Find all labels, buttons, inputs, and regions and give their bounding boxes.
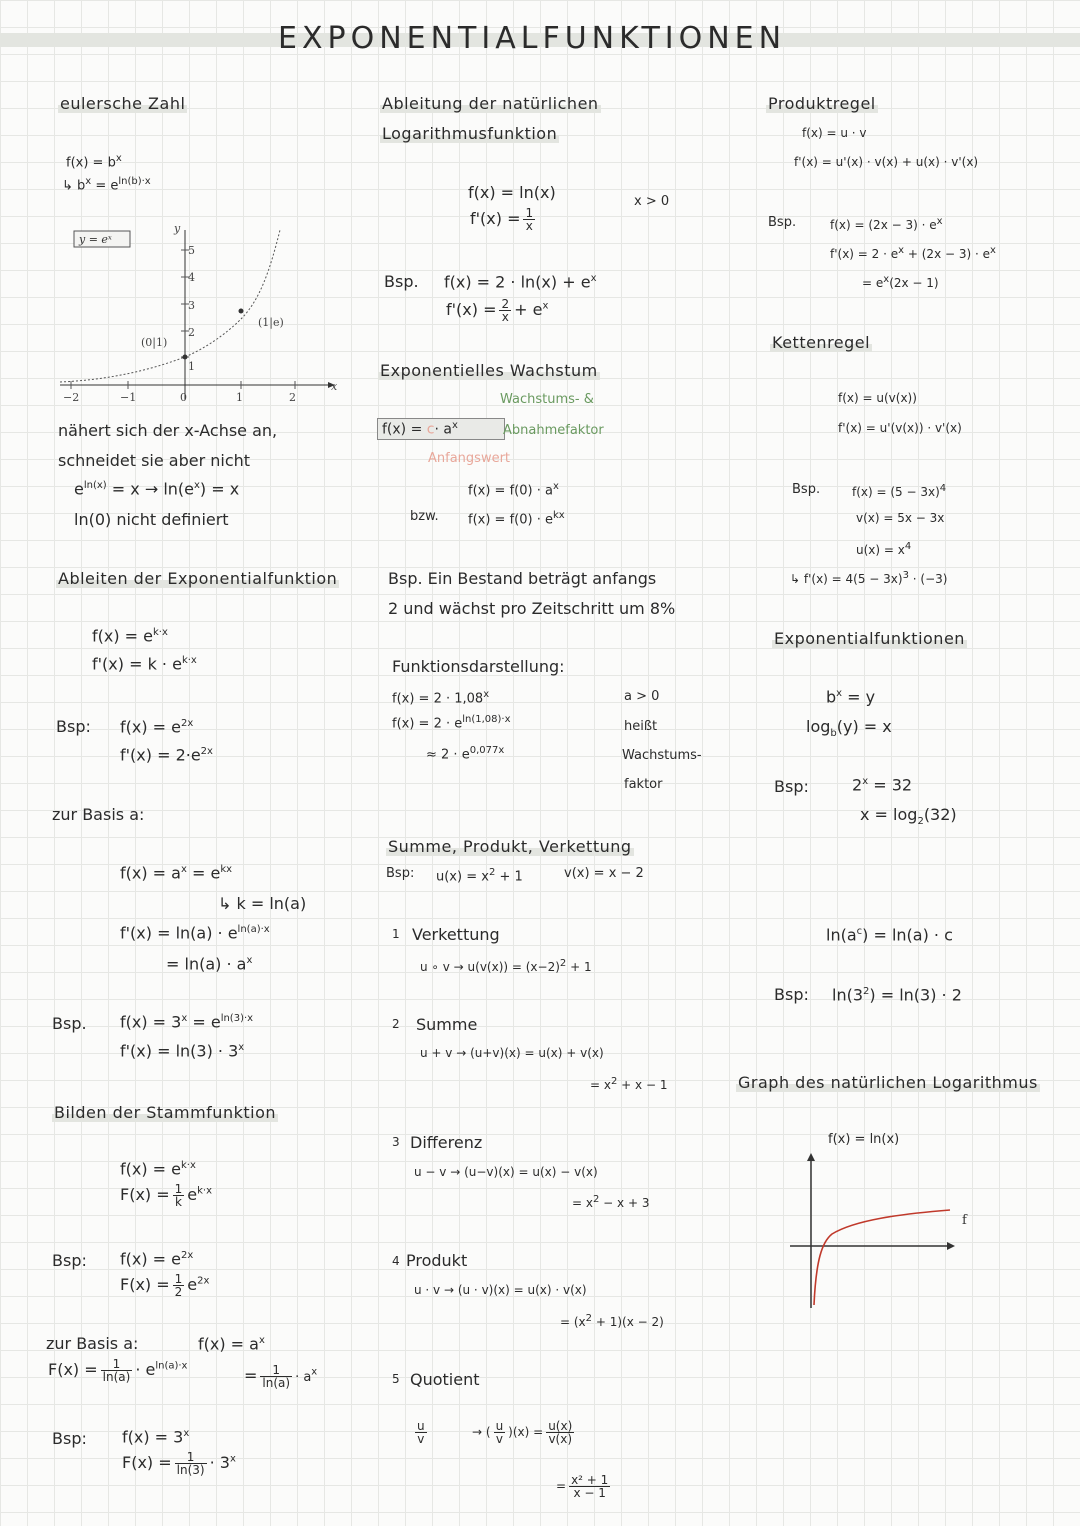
y-axis-label: y [174,222,181,235]
differenz-line: u − v → (u−v)(x) = u(x) − v(x) [414,1165,598,1179]
ln-rule: $\ln(a^c) = \ln(a) \cdot c$ [826,925,953,945]
kettenregel-f: f(x) = u(v(x)) [838,391,917,405]
stamm-a-F2: = $\frac{1}{\ln(a)}$ · $a^x$ [244,1363,318,1390]
stamm-a-F: F(x) = $\frac{1}{\ln(a)}$ · $e^{ln(a)\cdot x}$ [48,1357,188,1384]
heading-verknuepfung: Summe, Produkt, Verkettung [388,837,632,856]
label-abnahmefaktor: Abnahmefaktor [503,423,604,438]
abl-bsp-f: $f(x) = e^{2x}$ [120,717,194,737]
side-a-gt-0: a > 0 [624,689,660,704]
verkettung-line: u ∘ $v \to u(v(x)) = (x-2)^2 + 1$ [420,958,592,974]
stamm-bsp-F: F(x) = $\frac{1}{2}$ $e^{2x}$ [120,1272,210,1299]
ln-fp: f'(x) = $\frac{1}{x}$ [470,206,534,233]
ln-graph [770,1150,990,1310]
euler-note-1: nähert sich der x-Achse an, [58,421,278,440]
kettenregel-bsp-label: Bsp. [792,482,821,497]
produktregel-bsp-res: = $e^x(2x - 1)$ [862,274,939,290]
exp-bxy: $b^x = y$ [826,687,876,707]
abl-basis-label: zur Basis a: [52,805,145,824]
abl-a-f: $f(x) = a^x = e^{kx}$ [120,863,233,883]
graph-label: y = eˣ [79,233,112,246]
bsp-f3: ≈ $2 \cdot e^{0,077x}$ [426,745,505,763]
y-tick-4: 4 [188,271,195,284]
differenz-result: = $x^2 - x + 3$ [572,1194,650,1210]
bsp-bestand-1: Bsp. Ein Bestand beträgt anfangs [388,569,657,588]
num-4: 4 [392,1254,400,1268]
kettenregel-bsp-fp: ↳ $f'(x) = 4(5 - 3x)^3 \cdot (-3)$ [790,570,948,586]
page-title: EXPONENTIALFUNKTIONEN [278,21,787,56]
stamm-b2-F: F(x) = $\frac{1}{\ln(3)}$ · $3^x$ [122,1450,236,1477]
heading-ableiten: Ableiten der Exponentialfunktion [58,569,338,588]
euler-function: $f(x) = b^x$ [66,153,122,171]
quotient-line: → ( $\frac{u}{v}$ )(x) = $\frac{u(x)}{v(x)}$ [472,1419,573,1446]
stamm-a-f: $f(x) = a^x$ [198,1334,265,1354]
num-1: 1 [392,927,400,941]
euler-conversion: ↳ $b^x = e^{ln(b)\cdot x}$ [62,176,151,194]
heading-produkt: Produkt [406,1251,468,1270]
x-tick-m1: −1 [120,391,137,404]
heading-exponentialfunktionen: Exponentialfunktionen [774,629,965,648]
heading-eulersche-zahl: eulersche Zahl [60,94,186,113]
num-5: 5 [392,1372,400,1386]
stamm-basis-label: zur Basis a: [46,1334,139,1353]
kettenregel-bsp-f: $f(x) = (5 - 3x)^4$ [852,483,947,499]
bsp-bestand-2: 2 und wächst pro Zeitschritt um 8% [388,599,676,618]
verk-bsp-label: Bsp: [386,866,415,881]
wachstum-f1: $f(x) = f(0) \cdot a^x$ [468,481,559,499]
num-3: 3 [392,1135,400,1149]
stamm-F: F(x) = $\frac{1}{k}$ $e^{k\cdot x}$ [120,1182,213,1209]
ln-condition: x > 0 [634,194,670,209]
kettenregel-bsp-v: v(x) = 5x − 3x [856,511,945,525]
exp-bsp-1: $2^x = 32$ [852,775,913,795]
heading-verkettung: Verkettung [412,925,500,944]
abl-a-fp2: = $\ln(a) \cdot a^x$ [166,954,253,974]
verk-v: v(x) = x − 2 [564,866,644,881]
label-wachstumsfaktor: Wachstums- & [500,392,594,407]
exp-log: $\log_b(y) = x$ [806,717,892,740]
wachstum-formula-box: $f(x) = c\cdot a^x$ [377,418,505,440]
heading-ableitung-ln-2: Logarithmusfunktion [382,124,558,143]
produktregel-bsp-fp: $f'(x) = 2 \cdot e^x + (2x - 3) \cdot e^x$ [830,245,996,261]
produktregel-bsp-label: Bsp. [768,215,797,230]
heading-quotient: Quotient [410,1370,480,1389]
ln-curve [814,1210,950,1305]
stamm-b2-f: $f(x) = 3^x$ [122,1427,190,1447]
heading-produktregel: Produktregel [768,94,876,113]
exp-bsp-label: Bsp: [774,777,809,796]
ln-rule-bsp-label: Bsp: [774,985,809,1004]
produkt-line: u · v → (u · v)(x) = u(x) · v(x) [414,1283,587,1297]
quotient-uv: $\frac{u}{v}$ [417,1419,425,1446]
kettenregel-bsp-u: $u(x) = x^4$ [856,541,912,557]
abl-a-k: ↳ k = ln(a) [218,894,307,913]
ln-rule-bsp: $\ln(3^2) = \ln(3) \cdot 2$ [832,985,962,1005]
produkt-result: = $(x^2 + 1)(x - 2)$ [560,1313,664,1329]
quotient-result: = $\frac{\text{x² + 1}}{x - 1}$ [556,1473,609,1500]
euler-note-3: $e^{ln(x)} = x \to \ln(e^x) = x$ [74,479,240,499]
y-tick-5: 5 [188,244,195,257]
summe-result: = $x^2 + x - 1$ [590,1076,668,1092]
stamm-f: $f(x) = e^{k\cdot x}$ [120,1159,196,1179]
abl-bsp-label: Bsp: [56,717,91,736]
bsp-f2: $f(x) = 2 \cdot e^{ln(1,08)\cdot x}$ [392,714,511,732]
funktionsdarstellung-label: Funktionsdarstellung: [392,657,565,676]
heading-wachstum: Exponentielles Wachstum [380,361,598,380]
stamm-bsp-label: Bsp: [52,1251,87,1270]
side-faktor: faktor [624,777,663,792]
verk-u: $u(x) = x^2 + 1$ [436,867,523,885]
wachstum-f2: $f(x) = f(0) \cdot e^{kx}$ [468,510,565,528]
produktregel-bsp-f: $f(x) = (2x - 3) \cdot e^x$ [830,216,943,232]
produktregel-fp: f'(x) = u'(x) · v(x) + u(x) · v'(x) [794,155,979,169]
abl-b2-fp: $f'(x) = \ln(3) \cdot 3^x$ [120,1041,245,1061]
graph-ln-f: f(x) = ln(x) [828,1132,900,1147]
stamm-bsp2-label: Bsp: [52,1429,87,1448]
y-tick-1: 1 [188,360,195,373]
ln-x-axis-arrow [947,1242,955,1250]
x-tick-2: 2 [289,391,296,404]
x-tick-m2: −2 [63,391,80,404]
abl-fp: $f'(x) = k \cdot e^{k\cdot x}$ [92,654,197,674]
heading-graph-ln: Graph des natürlichen Logarithmus [738,1073,1038,1092]
x-tick-1: 1 [236,391,243,404]
ln-bsp-f: $f(x) = 2 \cdot \ln(x) + e^x$ [444,272,597,292]
euler-note-4: ln(0) nicht definiert [74,510,229,529]
point-1-e [239,309,244,314]
point-label-0-1: (0|1) [141,336,168,349]
exp-graph [55,220,345,405]
produktregel-f: f(x) = u · v [802,126,867,140]
ln-y-axis-arrow [807,1153,815,1161]
heading-ableitung-ln-1: Ableitung der natürlichen [382,94,599,113]
kettenregel-fp: f'(x) = u'(v(x)) · v'(x) [838,421,962,435]
side-heisst: heißt [624,719,658,734]
point-label-1-e: (1|e) [258,316,284,329]
abl-a-fp: $f'(x) = \ln(a) \cdot e^{ln(a)\cdot x}$ [120,923,270,943]
wachstum-bzw: bzw. [410,509,439,524]
side-wachstums: Wachstums- [622,748,702,763]
ln-bsp-label: Bsp. [384,272,419,291]
bsp-f1: $f(x) = 2 \cdot 1,08^x$ [392,689,490,707]
ln-bsp-fp: f'(x) = $\frac{2}{x}$ + $e^x$ [446,297,549,324]
x-axis-label: x [331,380,338,393]
abl-b2-f: $f(x) = 3^x = e^{ln(3)\cdot x}$ [120,1012,254,1032]
heading-summe: Summe [416,1015,478,1034]
ln-curve-label: f [962,1213,967,1228]
point-0-1 [183,355,188,360]
y-tick-3: 3 [188,299,195,312]
x-tick-0: 0 [180,391,187,404]
exp-bsp-2: $x = \log_2(32)$ [860,805,957,828]
abl-bsp-fp: $f'(x) = 2\cdot e^{2x}$ [120,745,213,765]
summe-line: u + v → (u+v)(x) = u(x) + v(x) [420,1046,604,1060]
y-tick-2: 2 [188,326,195,339]
abl-f: $f(x) = e^{k\cdot x}$ [92,626,168,646]
heading-differenz: Differenz [410,1133,483,1152]
euler-note-2: schneidet sie aber nicht [58,451,251,470]
abl-bsp2-label: Bsp. [52,1014,87,1033]
stamm-bsp-f: $f(x) = e^{2x}$ [120,1249,194,1269]
heading-stammfunktion: Bilden der Stammfunktion [54,1103,276,1122]
heading-kettenregel: Kettenregel [772,333,871,352]
num-2: 2 [392,1017,400,1031]
label-anfangswert: Anfangswert [428,451,511,466]
exp-curve [60,230,280,382]
ln-f: f(x) = ln(x) [468,183,556,202]
